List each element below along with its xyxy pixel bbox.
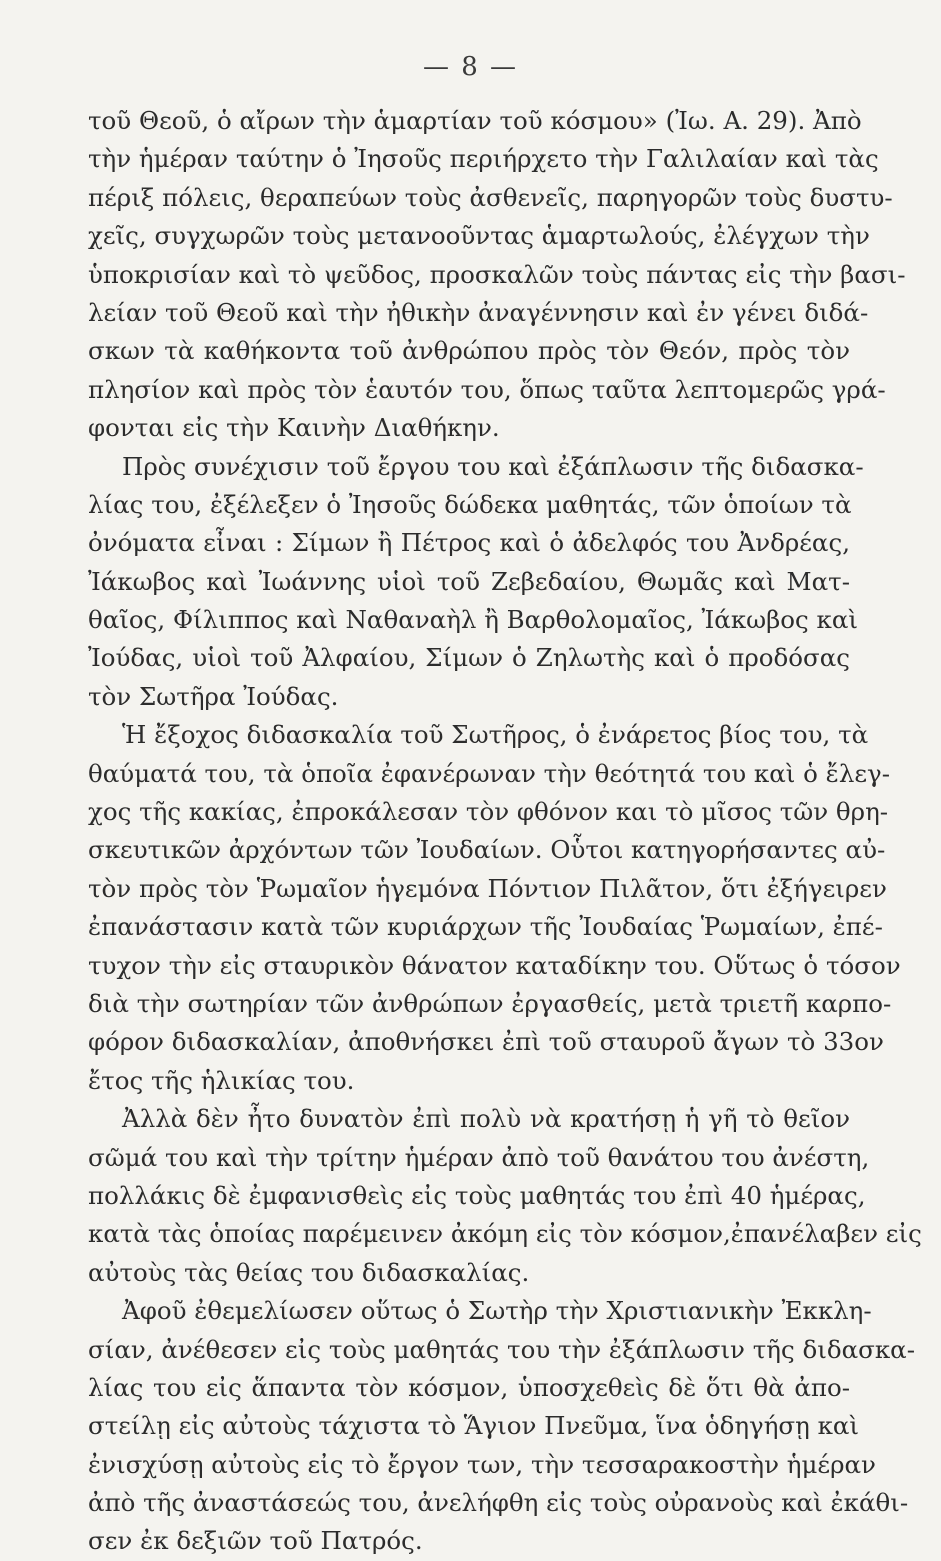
text-line: πλησίον καὶ πρὸς τὸν ἑαυτόν του, ὅπως ταῦτα λεπτομερῶς γρά- bbox=[88, 374, 886, 404]
text-line: τὸν πρὸς τὸν Ῥωμαῖον ἡγεμόνα Πόντιον Πιλᾶτον, ὅτι ἐξήγειρεν bbox=[88, 873, 887, 903]
text-line: διὰ τὴν σωτηρίαν τῶν ἀνθρώπων ἐργασθείς, μετὰ τριετῆ καρπο- bbox=[88, 988, 892, 1018]
text-line: ὀνόματα εἶναι : Σίμων ἢ Πέτρος καὶ ὁ ἀδελφός του Ἀνδρέας, bbox=[88, 528, 850, 558]
text-line: σίαν, ἀνέθεσεν εἰς τοὺς μαθητάς του τὴν ἐξάπλωσιν τῆς διδασκα- bbox=[88, 1334, 915, 1364]
text-line: ἔτος τῆς ἡλικίας του. bbox=[88, 1065, 355, 1095]
text-line: θαῖος, Φίλιππος καὶ Ναθαναὴλ ἢ Βαρθολομαῖος, Ἰάκωβος καὶ bbox=[88, 605, 859, 635]
paragraph bbox=[88, 102, 906, 448]
text-line: λείαν τοῦ Θεοῦ καὶ τὴν ἠθικὴν ἀναγέννησιν καὶ ἐν γένει διδά- bbox=[88, 297, 869, 327]
paragraph bbox=[88, 1100, 922, 1292]
text-line: θαύματά του, τὰ ὁποῖα ἐφανέρωναν τὴν θεότητά του καὶ ὁ ἔλεγ- bbox=[88, 758, 890, 788]
text-line: σῶμά του καὶ τὴν τρίτην ἡμέραν ἀπὸ τοῦ θανάτου του ἀνέστη, bbox=[88, 1142, 870, 1172]
text-line: ἐνισχύσῃ αὐτοὺς εἰς τὸ ἔργον των, τὴν τεσσαρακοστὴν ἡμέραν bbox=[88, 1449, 876, 1479]
text-line: αὐτοὺς τὰς θείας του διδασκαλίας. bbox=[88, 1257, 530, 1287]
text-line: Ἡ ἔξοχος διδασκαλία τοῦ Σωτῆρος, ὁ ἐνάρετος βίος του, τὰ bbox=[122, 720, 869, 750]
text-line: τὸν Σωτῆρα Ἰούδας. bbox=[88, 681, 339, 711]
text-line: τὴν ἡμέραν ταύτην ὁ Ἰησοῦς περιήρχετο τὴν Γαλιλαίαν καὶ τὰς bbox=[88, 144, 879, 174]
paragraph bbox=[88, 716, 901, 1100]
text-line: ἀπὸ τῆς ἀναστάσεώς του, ἀνελήφθη εἰς τοὺς οὐρανοὺς καὶ ἐκάθι- bbox=[88, 1488, 909, 1518]
text-line: σκευτικῶν ἀρχόντων τῶν Ἰουδαίων. Οὗτοι κατηγορήσαντες αὐ- bbox=[88, 835, 886, 865]
text-line: Ἀφοῦ ἐθεμελίωσεν οὕτως ὁ Σωτὴρ τὴν Χριστιανικὴν Ἐκκλη- bbox=[122, 1296, 872, 1326]
text-line: Ἀλλὰ δὲν ἦτο δυνατὸν ἐπὶ πολὺ νὰ κρατήσῃ ἡ γῆ τὸ θεῖον bbox=[122, 1104, 850, 1134]
paragraph bbox=[88, 448, 864, 717]
text-line: φονται εἰς τὴν Καινὴν Διαθήκην. bbox=[88, 413, 500, 443]
text-line: χος τῆς κακίας, ἐπροκάλεσαν τὸν φθόνον και τὸ μῖσος τῶν θρη- bbox=[88, 797, 889, 827]
text-line: φόρον διδασκαλίαν, ἀποθνήσκει ἐπὶ τοῦ σταυροῦ ἄγων τὸ 33ον bbox=[88, 1027, 884, 1057]
text-line: κατὰ τὰς ὁποίας παρέμεινεν ἀκόμη εἰς τὸν κόσμον,ἐπανέλαβεν εἰς bbox=[88, 1219, 922, 1249]
text-line: Ἰούδας, υἱοὶ τοῦ Ἀλφαίου, Σίμων ὁ Ζηλωτὴς καὶ ὁ προδόσας bbox=[88, 643, 850, 673]
text-line: λίας του, ἐξέλεξεν ὁ Ἰησοῦς δώδεκα μαθητάς, τῶν ὁποίων τὰ bbox=[88, 489, 852, 519]
text-line: ὑποκρισίαν καὶ τὸ ψεῦδος, προσκαλῶν τοὺς πάντας εἰς τὴν βασι- bbox=[88, 259, 906, 289]
text-line: Πρὸς συνέχισιν τοῦ ἔργου του καὶ ἐξάπλωσιν τῆς διδασκα- bbox=[122, 451, 864, 481]
text-line: πέριξ πόλεις, θεραπεύων τοὺς ἀσθενεῖς, παρηγορῶν τοὺς δυστυ- bbox=[88, 182, 893, 212]
paragraph bbox=[88, 1292, 915, 1561]
body-text bbox=[88, 102, 922, 1561]
text-line: Ἰάκωβος καὶ Ἰωάννης υἱοὶ τοῦ Ζεβεδαίου, Θωμᾶς καὶ Ματ- bbox=[88, 566, 850, 596]
text-line: τοῦ Θεοῦ, ὁ αἴρων τὴν ἁμαρτίαν τοῦ κόσμου» (Ἰω. Α. 29). Ἀπὸ bbox=[88, 106, 862, 135]
text-line: τυχον τὴν εἰς σταυρικὸν θάνατον καταδίκην του. Οὕτως ὁ τόσον bbox=[88, 950, 901, 980]
text-line: πολλάκις δὲ ἐμφανισθεὶς εἰς τοὺς μαθητάς του ἐπὶ 40 ἡμέρας, bbox=[88, 1180, 866, 1210]
text-line: λίας του εἰς ἅπαντα τὸν κόσμον, ὑποσχεθεὶς δὲ ὅτι θὰ ἀπο- bbox=[88, 1372, 850, 1402]
text-line: ἐπανάστασιν κατὰ τῶν κυριάρχων τῆς Ἰουδαίας Ῥωμαίων, ἐπέ- bbox=[88, 912, 883, 942]
text-line: στείλῃ εἰς αὐτοὺς τάχιστα τὸ Ἅγιον Πνεῦμα, ἵνα ὁδηγήσῃ καὶ bbox=[88, 1411, 860, 1441]
text-line: σκων τὰ καθήκοντα τοῦ ἀνθρώπου πρὸς τὸν Θεόν, πρὸς τὸν bbox=[88, 336, 850, 366]
text-line: χεῖς, συγχωρῶν τοὺς μετανοοῦντας ἁμαρτωλούς, ἐλέγχων τὴν bbox=[88, 221, 870, 251]
page-number: — 8 — bbox=[422, 52, 519, 82]
text-line: σεν ἐκ δεξιῶν τοῦ Πατρός. bbox=[88, 1526, 423, 1556]
